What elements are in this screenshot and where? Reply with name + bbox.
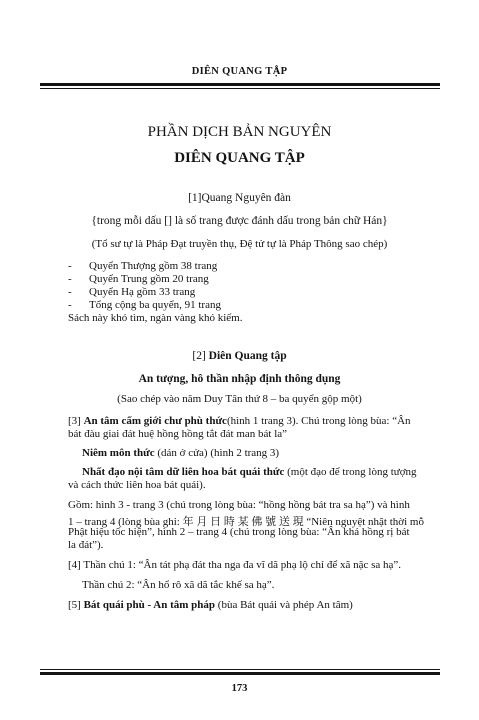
volume-list-item: - Quyển Hạ gồm 33 trang bbox=[68, 286, 196, 298]
section3-line2: bát đàu giai đát huệ hồng hồng tắt đát man bát la” bbox=[68, 428, 288, 440]
footer-rule-thick bbox=[40, 672, 440, 675]
niem-mon-line: Niêm môn thức (dán ở cửa) (hình 2 trang 3) bbox=[82, 447, 280, 459]
header-rule-thin bbox=[40, 88, 440, 89]
origin-note: (Tổ sư tự là Pháp Đạt truyền thụ, Đệ tử tự là Pháp Thông sao chép) bbox=[91, 238, 388, 250]
section2-copy-note: (Sao chép vào năm Duy Tân thứ 8 – ba quyển gộp một) bbox=[117, 393, 362, 405]
gom-line2: 1 – trang 4 (lòng bùa ghi: 年 月 日 時 某 佛 號 送 現 “Niên nguyệt nhật thời mỗ bbox=[68, 516, 424, 528]
footer-rule-thin bbox=[40, 669, 440, 670]
nhat-dao-line1: Nhất đạo nội tâm dữ liên hoa bát quái thức (một đạo để trong lòng tượng bbox=[82, 466, 417, 478]
gom-line4: la đát”). bbox=[68, 539, 104, 551]
volume-list-item: - Quyển Trung gồm 20 trang bbox=[68, 273, 209, 285]
section3-line1: [3] An tâm cấm giới chư phù thức(hình 1 trang 3). Chú trong lòng bùa: “Ân bbox=[68, 415, 411, 427]
section2-subheading: An tượng, hô thần nhập định thông dụng bbox=[138, 373, 341, 385]
gom-line3: Phật hiệu tốc hiện”, hình 2 – trang 4 (chú trong lòng bùa: “Ân khá hồng rị bát bbox=[68, 526, 410, 538]
list-dash: - bbox=[68, 286, 72, 298]
section4-line2: Thần chú 2: “Ân hổ rô xã dã tắc khế sa hạ”. bbox=[82, 579, 275, 591]
section1-heading: [1]Quang Nguyên đàn bbox=[188, 192, 291, 204]
volume-list-item: - Quyển Thượng gồm 38 trang bbox=[68, 260, 218, 272]
closing-note: Sách này khó tìm, ngàn vàng khó kiếm. bbox=[68, 312, 243, 324]
volume-list-item: - Tổng cộng ba quyển, 91 trang bbox=[68, 299, 221, 311]
bracket-note: {trong mỗi dấu [] là số trang được đánh dấu trong bản chữ Hán} bbox=[91, 215, 388, 227]
section4-line1: [4] Thần chú 1: “Ân tát phạ đát tha nga đa vĩ dã phạ lộ chỉ để xã nặc sa hạ”. bbox=[68, 559, 402, 571]
header-rule-thick bbox=[40, 83, 440, 86]
nhat-dao-line2: và cách thức liên hoa bát quái). bbox=[68, 479, 206, 491]
page-title-line1: PHẦN DỊCH BẢN NGUYÊN bbox=[147, 124, 332, 140]
section5-line: [5] Bát quái phù - An tâm pháp (bùa Bát quái và phép An tâm) bbox=[68, 599, 353, 611]
running-header-title: DIÊN QUANG TẬP bbox=[191, 66, 288, 77]
list-dash: - bbox=[68, 260, 72, 272]
gom-line1: Gồm: hình 3 - trang 3 (chú trong lòng bùa: “hồng hồng bát tra sa hạ”) và hình bbox=[68, 499, 410, 511]
section2-heading: [2] Diên Quang tập bbox=[192, 350, 287, 362]
list-dash: - bbox=[68, 299, 72, 311]
page-title-line2: DIÊN QUANG TẬP bbox=[174, 150, 305, 166]
list-dash: - bbox=[68, 273, 72, 285]
page-number: 173 bbox=[231, 683, 248, 694]
